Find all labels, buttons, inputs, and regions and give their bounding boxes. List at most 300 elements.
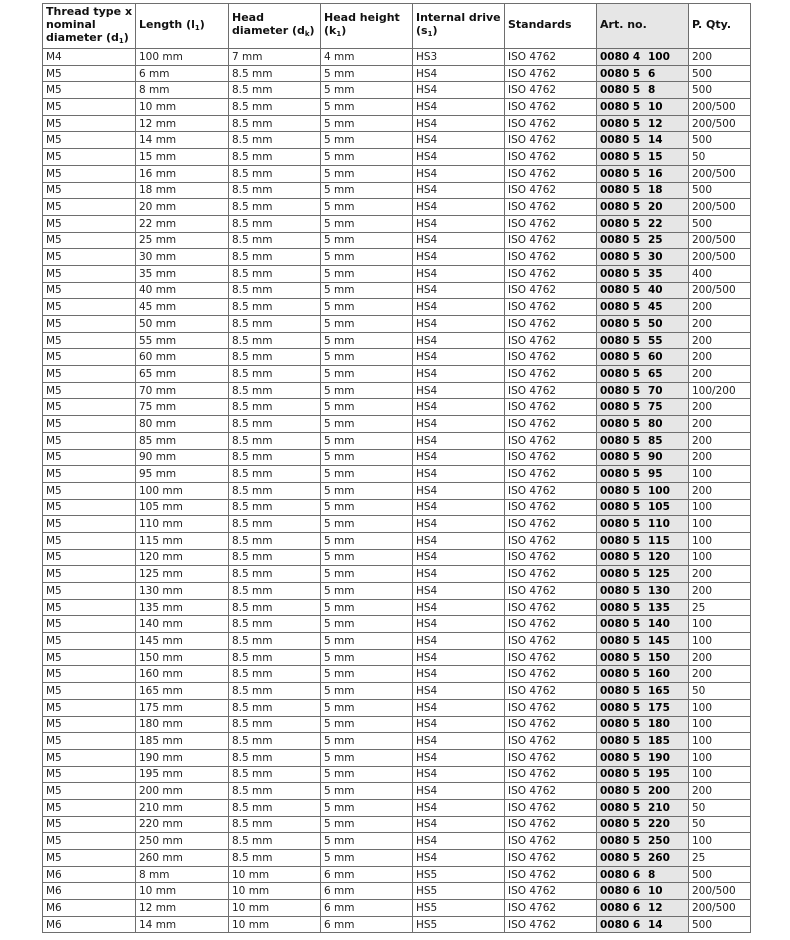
cell-internal-drive: HS4 <box>413 65 505 82</box>
cell-head-height: 5 mm <box>321 149 413 166</box>
cell-pack-qty: 50 <box>689 816 751 833</box>
art-no-suffix: 15 <box>648 150 663 163</box>
cell-thread-type: M5 <box>43 332 136 349</box>
cell-head-height: 5 mm <box>321 766 413 783</box>
header-suffix: ) <box>199 17 205 31</box>
cell-length: 85 mm <box>136 432 229 449</box>
cell-art-no <box>597 349 689 366</box>
cell-head-diameter: 8.5 mm <box>229 416 321 433</box>
table-row <box>43 816 751 833</box>
cell-pack-qty: 500 <box>689 215 751 232</box>
cell-internal-drive: HS4 <box>413 850 505 867</box>
cell-length: 35 mm <box>136 265 229 282</box>
cell-head-diameter: 8.5 mm <box>229 816 321 833</box>
cell-internal-drive: HS4 <box>413 799 505 816</box>
cell-pack-qty: 200 <box>689 566 751 583</box>
cell-internal-drive: HS4 <box>413 532 505 549</box>
cell-head-diameter: 8.5 mm <box>229 316 321 333</box>
cell-pack-qty: 200/500 <box>689 249 751 266</box>
cell-head-height: 5 mm <box>321 549 413 566</box>
cell-thread-type: M5 <box>43 366 136 383</box>
art-no-suffix: 195 <box>648 768 670 781</box>
art-no-prefix: 0080 5 <box>600 317 641 330</box>
cell-internal-drive: HS4 <box>413 649 505 666</box>
table-row <box>43 182 751 199</box>
cell-pack-qty: 200 <box>689 783 751 800</box>
art-no-prefix: 0080 5 <box>600 835 641 848</box>
cell-standards: ISO 4762 <box>505 115 597 132</box>
cell-standards: ISO 4762 <box>505 699 597 716</box>
table-row <box>43 883 751 900</box>
cell-length: 95 mm <box>136 466 229 483</box>
cell-standards: ISO 4762 <box>505 816 597 833</box>
cell-length: 210 mm <box>136 799 229 816</box>
cell-head-height: 5 mm <box>321 232 413 249</box>
art-no-prefix: 0080 5 <box>600 217 641 230</box>
cell-internal-drive: HS4 <box>413 316 505 333</box>
cell-standards: ISO 4762 <box>505 199 597 216</box>
cell-length: 60 mm <box>136 349 229 366</box>
table-row <box>43 249 751 266</box>
cell-head-diameter: 10 mm <box>229 883 321 900</box>
cell-standards: ISO 4762 <box>505 349 597 366</box>
cell-head-height: 5 mm <box>321 833 413 850</box>
cell-art-no <box>597 866 689 883</box>
cell-pack-qty: 200 <box>689 482 751 499</box>
cell-standards: ISO 4762 <box>505 49 597 66</box>
cell-length: 105 mm <box>136 499 229 516</box>
art-no-prefix: 0080 5 <box>600 234 641 247</box>
cell-length: 25 mm <box>136 232 229 249</box>
cell-head-diameter: 10 mm <box>229 916 321 933</box>
cell-head-diameter: 8.5 mm <box>229 549 321 566</box>
cell-internal-drive: HS4 <box>413 199 505 216</box>
cell-internal-drive: HS4 <box>413 299 505 316</box>
cell-pack-qty: 500 <box>689 866 751 883</box>
cell-art-no <box>597 49 689 66</box>
cell-internal-drive: HS4 <box>413 265 505 282</box>
cell-thread-type: M5 <box>43 549 136 566</box>
art-no-suffix: 14 <box>648 134 663 147</box>
table-row <box>43 900 751 917</box>
table-row <box>43 416 751 433</box>
cell-standards: ISO 4762 <box>505 916 597 933</box>
cell-head-diameter: 8.5 mm <box>229 466 321 483</box>
cell-art-no <box>597 616 689 633</box>
art-no-prefix: 0080 6 <box>600 901 641 914</box>
table-row <box>43 199 751 216</box>
art-no-suffix: 85 <box>648 434 663 447</box>
cell-art-no <box>597 633 689 650</box>
cell-head-height: 5 mm <box>321 699 413 716</box>
art-no-prefix: 0080 5 <box>600 801 641 814</box>
header-suffix: ) <box>341 24 347 37</box>
cell-length: 180 mm <box>136 716 229 733</box>
cell-internal-drive: HS4 <box>413 132 505 149</box>
art-no-suffix: 95 <box>648 468 663 481</box>
cell-thread-type: M5 <box>43 799 136 816</box>
cell-art-no <box>597 249 689 266</box>
cell-standards: ISO 4762 <box>505 249 597 266</box>
cell-length: 135 mm <box>136 599 229 616</box>
cell-thread-type: M5 <box>43 516 136 533</box>
art-no-prefix: 0080 5 <box>600 851 641 864</box>
table-row <box>43 866 751 883</box>
art-no-prefix: 0080 5 <box>600 785 641 798</box>
art-no-suffix: 135 <box>648 601 670 614</box>
art-no-suffix: 8 <box>648 868 656 881</box>
header-standards <box>505 4 597 49</box>
cell-art-no <box>597 432 689 449</box>
cell-standards: ISO 4762 <box>505 883 597 900</box>
cell-pack-qty: 200 <box>689 432 751 449</box>
cell-pack-qty: 200 <box>689 299 751 316</box>
cell-length: 220 mm <box>136 816 229 833</box>
cell-head-diameter: 8.5 mm <box>229 249 321 266</box>
cell-thread-type: M5 <box>43 82 136 99</box>
cell-pack-qty: 200 <box>689 316 751 333</box>
cell-length: 100 mm <box>136 49 229 66</box>
cell-standards: ISO 4762 <box>505 900 597 917</box>
art-no-suffix: 45 <box>648 301 663 314</box>
cell-art-no <box>597 65 689 82</box>
art-no-prefix: 0080 5 <box>600 167 641 180</box>
art-no-prefix: 0080 5 <box>600 100 641 113</box>
art-no-suffix: 185 <box>648 735 670 748</box>
art-no-suffix: 260 <box>648 851 670 864</box>
art-no-suffix: 10 <box>648 100 663 113</box>
cell-head-height: 5 mm <box>321 299 413 316</box>
cell-standards: ISO 4762 <box>505 666 597 683</box>
cell-pack-qty: 100 <box>689 549 751 566</box>
cell-internal-drive: HS4 <box>413 115 505 132</box>
cell-head-diameter: 8.5 mm <box>229 683 321 700</box>
art-no-prefix: 0080 5 <box>600 251 641 264</box>
cell-head-diameter: 8.5 mm <box>229 499 321 516</box>
cell-standards: ISO 4762 <box>505 616 597 633</box>
cell-head-diameter: 8.5 mm <box>229 149 321 166</box>
cell-internal-drive: HS4 <box>413 683 505 700</box>
art-no-suffix: 190 <box>648 751 670 764</box>
cell-pack-qty: 200/500 <box>689 900 751 917</box>
cell-internal-drive: HS4 <box>413 666 505 683</box>
cell-head-height: 5 mm <box>321 482 413 499</box>
cell-art-no <box>597 532 689 549</box>
table-row <box>43 532 751 549</box>
cell-thread-type: M5 <box>43 716 136 733</box>
cell-pack-qty: 200/500 <box>689 199 751 216</box>
cell-standards: ISO 4762 <box>505 382 597 399</box>
cell-length: 160 mm <box>136 666 229 683</box>
cell-art-no <box>597 82 689 99</box>
table-row <box>43 466 751 483</box>
cell-standards: ISO 4762 <box>505 132 597 149</box>
cell-thread-type: M5 <box>43 482 136 499</box>
cell-thread-type: M5 <box>43 215 136 232</box>
table-row <box>43 749 751 766</box>
cell-head-diameter: 8.5 mm <box>229 649 321 666</box>
cell-length: 185 mm <box>136 733 229 750</box>
cell-pack-qty: 100 <box>689 766 751 783</box>
cell-art-no <box>597 299 689 316</box>
cell-head-height: 6 mm <box>321 900 413 917</box>
table-row <box>43 99 751 116</box>
cell-length: 125 mm <box>136 566 229 583</box>
cell-head-diameter: 8.5 mm <box>229 766 321 783</box>
cell-head-height: 5 mm <box>321 532 413 549</box>
cell-internal-drive: HS4 <box>413 583 505 600</box>
cell-length: 16 mm <box>136 165 229 182</box>
cell-thread-type: M5 <box>43 816 136 833</box>
header-subscript: 1 <box>427 30 433 38</box>
cell-head-height: 5 mm <box>321 599 413 616</box>
cell-internal-drive: HS4 <box>413 282 505 299</box>
cell-pack-qty: 200/500 <box>689 165 751 182</box>
cell-art-no <box>597 316 689 333</box>
cell-art-no <box>597 683 689 700</box>
cell-length: 55 mm <box>136 332 229 349</box>
cell-thread-type: M5 <box>43 282 136 299</box>
art-no-suffix: 50 <box>648 317 663 330</box>
cell-head-diameter: 8.5 mm <box>229 215 321 232</box>
cell-thread-type: M5 <box>43 65 136 82</box>
table-row <box>43 382 751 399</box>
cell-pack-qty: 100 <box>689 532 751 549</box>
cell-art-no <box>597 799 689 816</box>
cell-head-height: 5 mm <box>321 783 413 800</box>
cell-length: 65 mm <box>136 366 229 383</box>
cell-head-diameter: 8.5 mm <box>229 65 321 82</box>
cell-art-no <box>597 833 689 850</box>
cell-thread-type: M5 <box>43 199 136 216</box>
art-no-prefix: 0080 5 <box>600 601 641 614</box>
cell-internal-drive: HS4 <box>413 215 505 232</box>
cell-length: 260 mm <box>136 850 229 867</box>
cell-length: 20 mm <box>136 199 229 216</box>
cell-art-no <box>597 416 689 433</box>
cell-art-no <box>597 733 689 750</box>
cell-head-diameter: 8.5 mm <box>229 115 321 132</box>
cell-pack-qty: 500 <box>689 182 751 199</box>
cell-pack-qty: 200 <box>689 332 751 349</box>
cell-length: 115 mm <box>136 532 229 549</box>
cell-art-no <box>597 382 689 399</box>
cell-pack-qty: 200 <box>689 449 751 466</box>
cell-head-diameter: 8.5 mm <box>229 366 321 383</box>
table-row <box>43 649 751 666</box>
cell-standards: ISO 4762 <box>505 866 597 883</box>
cell-internal-drive: HS5 <box>413 916 505 933</box>
art-no-suffix: 180 <box>648 718 670 731</box>
cell-standards: ISO 4762 <box>505 599 597 616</box>
art-no-prefix: 0080 5 <box>600 518 641 531</box>
cell-art-no <box>597 265 689 282</box>
cell-standards: ISO 4762 <box>505 265 597 282</box>
cell-head-height: 5 mm <box>321 683 413 700</box>
art-no-suffix: 35 <box>648 267 663 280</box>
art-no-suffix: 100 <box>648 484 670 497</box>
cell-length: 120 mm <box>136 549 229 566</box>
cell-art-no <box>597 282 689 299</box>
cell-head-diameter: 8.5 mm <box>229 633 321 650</box>
cell-art-no <box>597 399 689 416</box>
cell-standards: ISO 4762 <box>505 649 597 666</box>
cell-art-no <box>597 666 689 683</box>
cell-head-height: 5 mm <box>321 566 413 583</box>
cell-head-diameter: 8.5 mm <box>229 232 321 249</box>
cell-standards: ISO 4762 <box>505 215 597 232</box>
cell-art-no <box>597 199 689 216</box>
art-no-prefix: 0080 5 <box>600 201 641 214</box>
art-no-prefix: 0080 5 <box>600 184 641 197</box>
table-row <box>43 850 751 867</box>
cell-thread-type: M5 <box>43 733 136 750</box>
table-row <box>43 265 751 282</box>
cell-pack-qty: 100/200 <box>689 382 751 399</box>
cell-standards: ISO 4762 <box>505 516 597 533</box>
table-row <box>43 566 751 583</box>
cell-thread-type: M6 <box>43 866 136 883</box>
cell-head-height: 5 mm <box>321 282 413 299</box>
art-no-suffix: 140 <box>648 618 670 631</box>
cell-pack-qty: 200 <box>689 366 751 383</box>
cell-pack-qty: 200 <box>689 349 751 366</box>
art-no-suffix: 22 <box>648 217 663 230</box>
cell-art-no <box>597 783 689 800</box>
cell-pack-qty: 200/500 <box>689 115 751 132</box>
table-row <box>43 366 751 383</box>
art-no-suffix: 175 <box>648 701 670 714</box>
cell-thread-type: M5 <box>43 382 136 399</box>
cell-pack-qty: 500 <box>689 65 751 82</box>
cell-head-diameter: 8.5 mm <box>229 733 321 750</box>
art-no-prefix: 0080 5 <box>600 501 641 514</box>
cell-thread-type: M5 <box>43 232 136 249</box>
table-row <box>43 82 751 99</box>
cell-length: 75 mm <box>136 399 229 416</box>
art-no-suffix: 105 <box>648 501 670 514</box>
art-no-suffix: 55 <box>648 334 663 347</box>
cell-internal-drive: HS4 <box>413 716 505 733</box>
cell-length: 145 mm <box>136 633 229 650</box>
table-row <box>43 549 751 566</box>
cell-length: 30 mm <box>136 249 229 266</box>
art-no-prefix: 0080 5 <box>600 634 641 647</box>
art-no-prefix: 0080 5 <box>600 534 641 547</box>
cell-head-height: 5 mm <box>321 132 413 149</box>
art-no-suffix: 75 <box>648 401 663 414</box>
cell-head-diameter: 8.5 mm <box>229 99 321 116</box>
art-no-prefix: 0080 4 <box>600 50 641 63</box>
cell-art-no <box>597 499 689 516</box>
cell-head-diameter: 8.5 mm <box>229 583 321 600</box>
table-row <box>43 349 751 366</box>
cell-pack-qty: 25 <box>689 599 751 616</box>
cell-head-diameter: 8.5 mm <box>229 666 321 683</box>
cell-length: 14 mm <box>136 132 229 149</box>
cell-standards: ISO 4762 <box>505 716 597 733</box>
cell-length: 12 mm <box>136 115 229 132</box>
cell-pack-qty: 200/500 <box>689 99 751 116</box>
cell-head-diameter: 8.5 mm <box>229 332 321 349</box>
cell-length: 80 mm <box>136 416 229 433</box>
table-row <box>43 449 751 466</box>
cell-art-no <box>597 916 689 933</box>
cell-length: 200 mm <box>136 783 229 800</box>
cell-pack-qty: 100 <box>689 833 751 850</box>
table-row <box>43 766 751 783</box>
art-no-prefix: 0080 5 <box>600 351 641 364</box>
art-no-suffix: 80 <box>648 417 663 430</box>
cell-head-diameter: 8.5 mm <box>229 432 321 449</box>
header-label: Head diameter (d <box>232 11 305 37</box>
cell-internal-drive: HS4 <box>413 432 505 449</box>
cell-internal-drive: HS4 <box>413 599 505 616</box>
art-no-prefix: 0080 5 <box>600 718 641 731</box>
cell-art-no <box>597 749 689 766</box>
art-no-suffix: 16 <box>648 167 663 180</box>
cell-pack-qty: 500 <box>689 916 751 933</box>
cell-head-diameter: 8.5 mm <box>229 399 321 416</box>
cell-length: 130 mm <box>136 583 229 600</box>
cell-head-diameter: 10 mm <box>229 866 321 883</box>
cell-thread-type: M5 <box>43 165 136 182</box>
table-row <box>43 215 751 232</box>
cell-thread-type: M5 <box>43 132 136 149</box>
header-length <box>136 4 229 49</box>
cell-standards: ISO 4762 <box>505 766 597 783</box>
table-row <box>43 733 751 750</box>
art-no-suffix: 115 <box>648 534 670 547</box>
art-no-suffix: 8 <box>648 84 656 97</box>
cell-length: 175 mm <box>136 699 229 716</box>
cell-head-height: 5 mm <box>321 449 413 466</box>
cell-head-height: 5 mm <box>321 850 413 867</box>
cell-pack-qty: 500 <box>689 82 751 99</box>
cell-length: 140 mm <box>136 616 229 633</box>
cell-internal-drive: HS5 <box>413 866 505 883</box>
cell-pack-qty: 400 <box>689 265 751 282</box>
cell-standards: ISO 4762 <box>505 99 597 116</box>
table-header-row <box>43 4 751 49</box>
cell-thread-type: M5 <box>43 616 136 633</box>
table-row <box>43 65 751 82</box>
cell-head-diameter: 8.5 mm <box>229 516 321 533</box>
cell-internal-drive: HS4 <box>413 165 505 182</box>
table-row <box>43 666 751 683</box>
art-no-suffix: 165 <box>648 684 670 697</box>
cell-internal-drive: HS4 <box>413 633 505 650</box>
cell-art-no <box>597 99 689 116</box>
cell-head-height: 5 mm <box>321 616 413 633</box>
art-no-suffix: 10 <box>648 885 663 898</box>
table-row <box>43 633 751 650</box>
art-no-suffix: 65 <box>648 367 663 380</box>
cell-length: 10 mm <box>136 883 229 900</box>
art-no-prefix: 0080 5 <box>600 267 641 280</box>
cell-internal-drive: HS4 <box>413 749 505 766</box>
cell-head-diameter: 8.5 mm <box>229 783 321 800</box>
cell-pack-qty: 200 <box>689 649 751 666</box>
cell-pack-qty: 100 <box>689 466 751 483</box>
cell-head-height: 5 mm <box>321 382 413 399</box>
cell-pack-qty: 200 <box>689 49 751 66</box>
table-row <box>43 699 751 716</box>
art-no-suffix: 110 <box>648 518 670 531</box>
cell-standards: ISO 4762 <box>505 165 597 182</box>
header-label: Length (l <box>139 17 195 31</box>
cell-art-no <box>597 182 689 199</box>
